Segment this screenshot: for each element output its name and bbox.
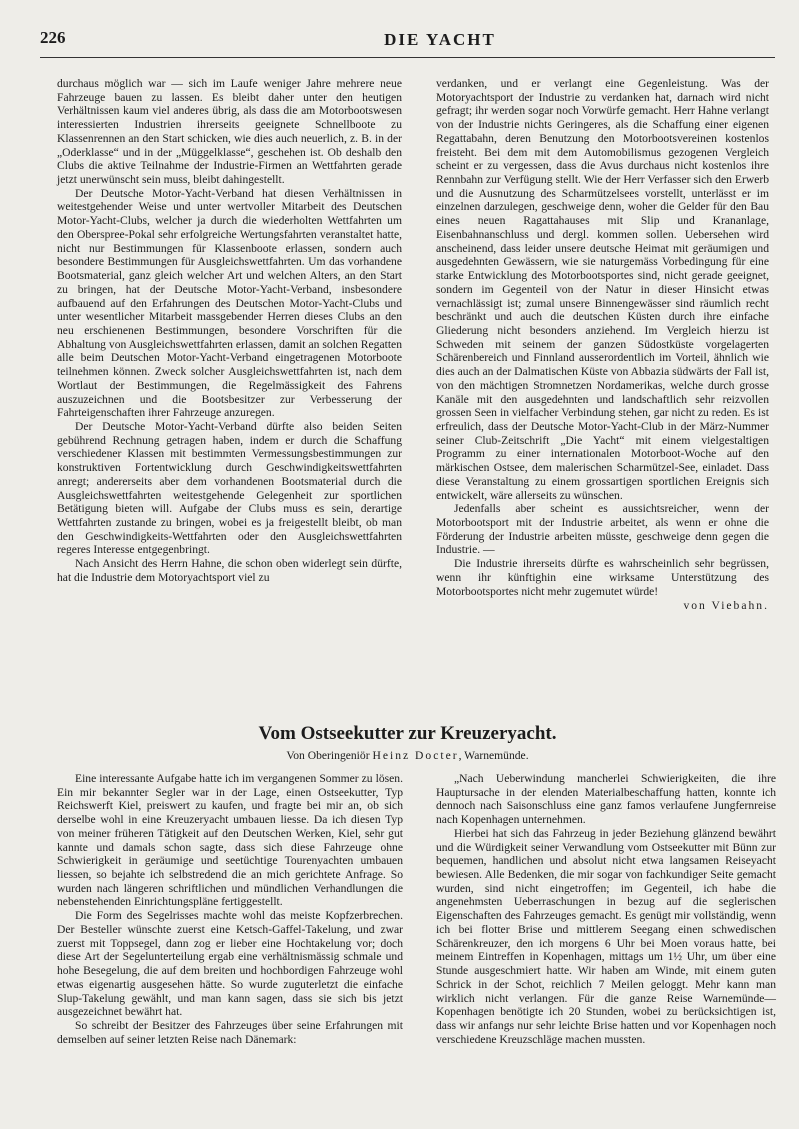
- byline-author: Heinz Docter: [372, 749, 459, 762]
- paragraph: Eine interessante Aufgabe hatte ich im vergangenen Sommer zu lösen. Ein mir bekannter Segler war in der Lage, einen Ostseekutter, Typ Reichswerft Kiel, preiswert zu kaufen, und fragte bei mir an, ob sich derselbe wohl in eine Kreuzeryacht umbauen liesse. Da ich diesen Typ von meiner früheren Tätigkeit auf den Deutschen Werken, Kiel, sehr gut kannte und damals schon sagte, dass sich diese Fahrzeuge ohne Schwierigkeit in geräumige und seetüchtige Tourenyachten umbauen liessen, so bejahte ich selbstredend die an mich gerichtete Anfrage. So wurden nach längeren schriftlichen und mündlichen Verhandlungen die nebenstehenden Einrichtungspläne fertiggestellt.: [57, 772, 403, 909]
- paragraph: Hierbei hat sich das Fahrzeug in jeder Beziehung glänzend bewährt und die Würdigkeit seiner Verwandlung vom Ostseekutter mit Bünn zur bequemen, handlichen und absolut nicht etwa langsamen Reiseyacht bewiesen. Alle Bedenken, die mir sogar von fachkundiger Seite gemacht wurden, sind nicht eingetroffen; im Gegenteil, ich habe die angenehmsten Ueberraschungen in bezug auf die seglerischen Eigenschaften des Fahrzeuges gemacht. Es genügt mir vollständig, wenn ich bei flotter Brise und mittlerem Seegang einen schwedischen Schärenkreuzer, den ich morgens 6 Uhr bei Moen voraus hatte, bei meinem Eintreffen in Kopenhagen, mittags um 1½ Uhr, um über eine Stunde ausgeschmiert hatte. Wir haben am Winde, mit einem guten Schrick in der Schot, reichlich 7 Meilen geloggt. Mehr kann man wirklich nicht verlangen. Für die ganze Reise Warnemünde—Kopenhagen benötigte ich 20 Stunden, wobei zu berücksichtigen ist, dass wir anfangs nur sehr leichte Brise hatten und vor Kopenhagen noch verschiedene Kreuzschläge machen mussten.: [436, 826, 776, 1046]
- paragraph: „Nach Ueberwindung mancherlei Schwierigkeiten, die ihre Hauptursache in der elenden Materialbeschaffung hatten, konnte ich dennoch nach Saisonschluss eine ganz famos verlaufene Jungfernreise nach Kopenhagen unternehmen.: [436, 772, 776, 827]
- paragraph: Nach Ansicht des Herrn Hahne, die schon oben widerlegt sein dürfte, hat die Industrie dem Motoryachtsport viel zu: [57, 557, 402, 584]
- paragraph: Die Form des Segelrisses machte wohl das meiste Kopfzerbrechen. Der Besteller wünschte zuerst eine Ketsch-Gaffel-Takelung, und zwar zuerst mit Toppsegel, dann zog er lieber eine Hochtakelung vor; doch diese Art der Segelunterteilung ergab eine verhältnismässig schmale und hohe Besegelung, die auf dem breiten und hochbordigen Fahrzeuge wohl etwas eigenartig ausgesehen hätte. So wurde zuguterletzt die einfache Slup-Takelung gewählt, und man kann sagen, dass sie sich bis jetzt ausgezeichnet bewährt hat.: [57, 909, 403, 1019]
- journal-title: DIE YACHT: [384, 30, 496, 49]
- byline-prefix: Von Oberingeniör: [286, 749, 370, 762]
- byline-suffix: , Warnemünde.: [458, 749, 529, 762]
- paragraph: Der Deutsche Motor-Yacht-Verband dürfte also beiden Seiten gebührend Rechnung getragen haben, indem er durch die Schaffung verschiedener Klassen mit bestimmten Vermessungsbestimmungen zur konstruktiven Fortentwicklung durch Geschwindigkeitswettfahrten anregt; andererseits aber dem vorhandenen Bootsmaterial durch die Ausgleichswettfahrten weitestgehende Gelegenheit zur sportlichen Betätigung bieten will. Aufgabe der Clubs muss es sein, derartige Wettfahrten zustande zu bringen, wobei es ja freigestellt bleibt, ob man den Geschwindigkeits-Wettfahrten oder den Ausgleichswettfahrten regeres Interesse entgegenbringt.: [57, 419, 402, 557]
- article-left-column: [57, 772, 403, 1046]
- upper-left-column: [57, 77, 402, 585]
- article-title: Vom Ostseekutter zur Kreuzeryacht.: [258, 723, 557, 744]
- header-rule: [40, 57, 775, 58]
- page-number: 226: [40, 28, 66, 47]
- paragraph: Die Industrie ihrerseits dürfte es wahrscheinlich sehr begrüssen, wenn ihr künftighin eine wirksame Unterstützung des Motorbootsportes nicht mehr zugemutet würde!: [436, 557, 769, 598]
- upper-right-column: [436, 77, 769, 613]
- paragraph: Jedenfalls aber scheint es aussichtsreicher, wenn der Motorbootsport mit der Industrie arbeitet, als wenn er ohne die Förderung der Industrie arbeiten müsste, geschweige denn gegen die Industrie. —: [436, 502, 769, 557]
- paragraph: So schreibt der Besitzer des Fahrzeuges über seine Erfahrungen mit demselben auf seiner letzten Reise nach Dänemark:: [57, 1018, 403, 1046]
- author-signature: von Viebahn.: [683, 599, 769, 613]
- article-right-column: [436, 772, 776, 1046]
- paragraph: verdanken, und er verlangt eine Gegenleistung. Was der Motoryachtsport der Industrie zu verdanken hat, darnach wird nicht gefragt; ihr werden sogar noch Vorwürfe gemacht. Herr Hahne verlangt von der Industrie nichts Geringeres, als die Schaffung einer eigenen Regattabahn, deren Benutzung den Motorbootsvereinen kostenlos freisteht. Bei dem mit dem Automobilismus gezogenen Vergleich scheint er zu vergessen, dass die Avus durchaus nicht kostenlos ihre Rennbahn zur Verfügung stellt. Wie der Herr Verfasser sich den Erwerb und die Ausnutzung des Scharmützelsees vorstellt, unterlässt er im einzelnen darzulegen, geschweige denn, woher die Gelder für den Bau eines neuen Ragattahauses mit Slip und Krananlage, Eisenbahnanschluss und dergl. kommen sollen. Uebersehen wird anscheinend, dass leider unsere deutsche Heimat mit geräumigen und ausgedehnten Gewässern, wie sie naturgemäss Vorbedingung für eine starke Entwicklung des Motorbootsportes sind, nicht gerade geeignet, sondern im Gegenteil von der Natur in dieser Hinsicht etwas vernachlässigt ist; zumal unsere Binnengewässer sind räumlich recht beschränkt und auch die deutschen Küsten durch ihre einfache Gliederung nicht besonders anziehend. Im Vergleich hierzu ist Schweden mit seinem der ganzen Südostküste vorgelagerten Schärenbereich und Finnland ausserordentlich im Vorteil, ähnlich wie dies auch an der Dalmatischen Küste von Abbazia südwärts der Fall ist, von den mächtigen Stromnetzen Nordamerikas, welche durch grosse Kanäle mit den ausgedehnten und landschaftlich sehr reizvollen grossen Seen in vielfacher Verbindung stehen, gar nicht zu reden. Es ist erfreulich, dass der Deutsche Motor-Yacht-Club in der März-Nummer seiner Club-Zeitschrift „Die Yacht“ mit einem vielgestaltigen Programm zu einer internationalen Motorboot-Woche auf den märkischen Ostsee, dem malerischen Scharmützel-See, einladet. Dass diese Veranstaltung zu einem grossartigen sportlichen Ereignis sich entwickelt, wäre allerseits zu wünschen.: [436, 77, 769, 502]
- article-byline: [40, 749, 775, 762]
- paragraph: Der Deutsche Motor-Yacht-Verband hat diesen Verhältnissen in weitestgehender Weise und unter wertvoller Mitarbeit des Deutschen Motor-Yacht-Clubs, welcher ja durch die wiederholten Wettfahrten um den Oberspree-Pokal sehr erfolgreiche Wertungsfahrten veranstaltet hatte, nicht nur Bestimmungen für Klassenboote erlassen, sondern auch besondere Bestimmungen für Ausgleichswettfahrten. Um das vorhandene Bootsmaterial, ganz gleich welcher Art und welchen Alters, an den Start zu bringen, hat der Deutsche Motor-Yacht-Verband, insbesondere aufbauend auf den Erfahrungen des Deutschen Motor-Yacht-Clubs und unter wesentlicher Mitarbeit massgebender Herren dieses Clubs an den neu erschienenen Bestimmungen, besondere Vorschriften für die Abhaltung von Ausgleichswettfahrten erlassen, damit an solchen Regatten alle beim Deutschen Motor-Yacht-Verband eingetragenen Motorboote teilnehmen können. Zweck solcher Ausgleichswettfahrten ist, nach dem Wortlaut der Bestimmungen, die Regelmässigkeit des Fahrens auszuzeichnen und die Bootsbesitzer zur Verbesserung der Fahrteigenschaften ihrer Fahrzeuge anzuregen.: [57, 186, 402, 420]
- paragraph: durchaus möglich war — sich im Laufe weniger Jahre mehrere neue Fahrzeuge bauen zu lassen. Es bleibt daher unter den heutigen Verhältnissen kaum viel anderes übrig, als dass die am Motorbootswesen interessierten Industrien ihrerseits geeignete Schnellboote zu Klassenrennen an den Start schicken, wie dies auch neuerlich, z. B. in der „Oderklasse“ und in der „Müggelklasse“, geschehen ist. Ob deshalb den Clubs die aktive Teilnahme der Industrie-Firmen an Wettfahrten gerade jetzt unerwünscht sein muss, bleibt dahingestellt.: [57, 77, 402, 187]
